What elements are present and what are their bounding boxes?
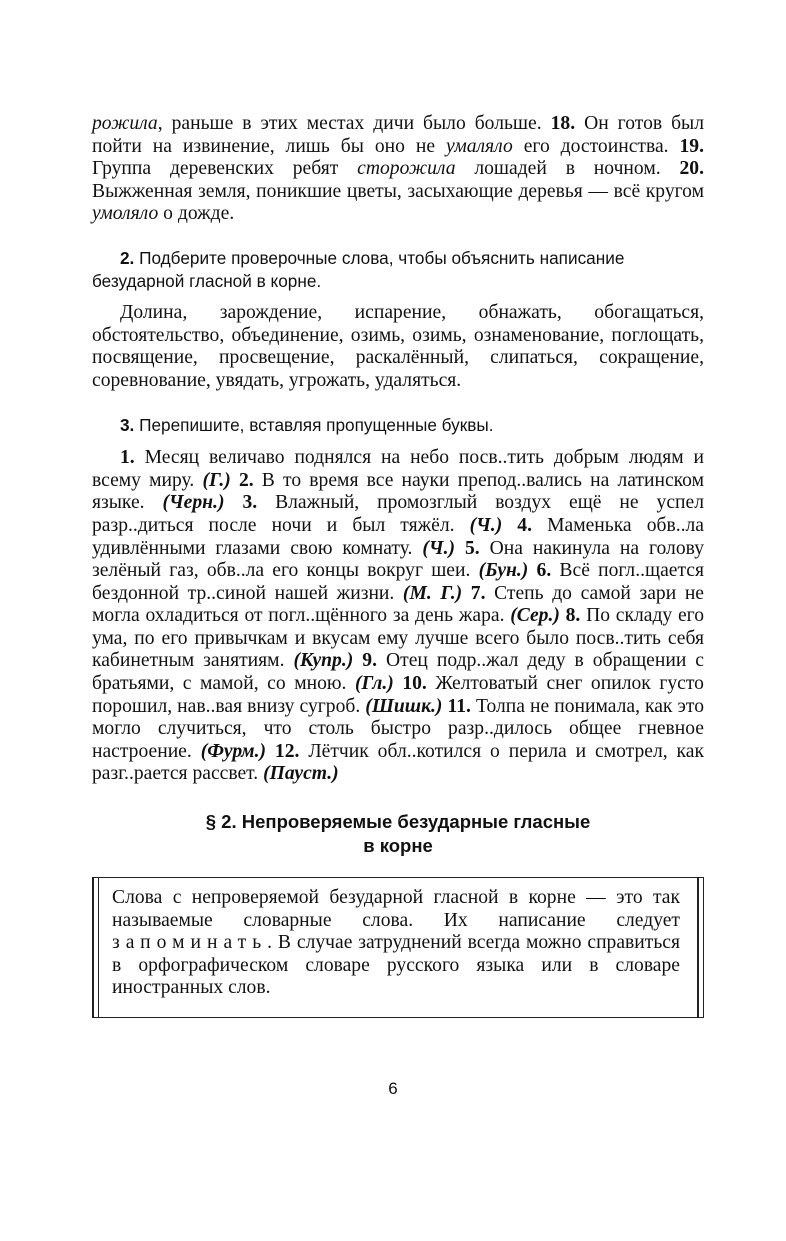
- task-2-word-list: Долина, зарождение, испарение, обнажать, обогащаться, обстоятельство, объединение, озимь, озимь, ознаменование, поглощать, посвящение, просвещение, раскалённый, слипаться, сокращение, соревнование, увядать, угрожать, удаляться.: [92, 302, 704, 391]
- author-source: (Шишк.): [365, 695, 443, 717]
- task-number: 3.: [120, 414, 135, 435]
- highlighted-word: умаляло: [446, 135, 513, 157]
- item-number: 19.: [679, 135, 704, 157]
- item-number: 9.: [362, 650, 377, 672]
- item-number: 12.: [274, 740, 300, 762]
- item-number: 2.: [238, 469, 254, 491]
- author-source: (М. Г.): [402, 582, 463, 604]
- highlighted-word: сторожила: [357, 158, 456, 180]
- author-source: (Черн.): [162, 492, 225, 514]
- page-content: [92, 113, 704, 1018]
- item-number: 11.: [447, 695, 471, 717]
- continuation-paragraph: рожила, раньше в этих местах дичи было больше. 18. Он готов был пойти на извинение, лишь бы оно не умаляло его достоинства. 19. Группа деревенских ребят сторожила лошадей в ночном. 20. Выжженная земля, поникшие цветы, засыхающие деревья — всё кругом умоляло о дожде.: [92, 113, 704, 225]
- author-source: (Ч.): [469, 514, 503, 536]
- item-number: 7.: [470, 582, 486, 604]
- task-number: 2.: [120, 247, 135, 268]
- author-source: (Бун.): [478, 560, 529, 582]
- item-number: 3.: [242, 492, 258, 514]
- section-heading-line-2: в корне: [363, 835, 433, 857]
- item-number: 5.: [464, 537, 480, 559]
- highlighted-word: умоляло: [92, 203, 159, 225]
- rule-box: [92, 877, 704, 1018]
- item-number: 1.: [120, 447, 135, 469]
- item-number: 4.: [517, 514, 532, 536]
- item-number: 18.: [550, 113, 576, 134]
- author-source: (Фурм.): [200, 740, 266, 762]
- page-number: 6: [388, 1079, 398, 1098]
- author-source: (Гл.): [354, 673, 394, 695]
- author-source: (Пауст.): [263, 763, 339, 785]
- author-source: (Сер.): [510, 605, 560, 627]
- spaced-emphasis: запоминать: [112, 932, 268, 954]
- rule-text: Слова с непроверяемой безударной гласной в корне — это так называемые словарные слова. Их написание следует запоминать. В случае затруднений всегда можно справиться в орфографическом словаре русского языка или в словаре иностранных слов.: [112, 887, 680, 999]
- author-source: (Ч.): [422, 537, 455, 559]
- author-source: (Г.): [202, 469, 231, 491]
- item-number: 6.: [536, 560, 552, 582]
- task-3-exercise-text: 1. Месяц величаво поднялся на небо посв..тить добрым людям и всему миру. (Г.) 2. В то время все науки препод..вались на латинском языке. (Черн.) 3. Влажный, промозглый воздух ещё не успел разр..диться после ночи и был тяжёл. (Ч.) 4. Маменька обв..ла удивлёнными глазами свою комнату. (Ч.) 5. Она накинула на голову зелёный газ, обв..ла его концы вокруг шеи. (Бун.) 6. Всё погл..щается бездонной тр..синой нашей жизни. (М. Г.) 7. Степь до самой зари не могла охладиться от погл..щённого за день жара. (Сер.) 8. По складу его ума, по его привычкам и вкусам ему лучше всего было посв..тить себя кабинетным занятиям. (Купр.) 9. Отец подр..жал деду в обращении с братьями, с мамой, со мною. (Гл.) 10. Желтоватый снег опилок густо порошил, нав..вая внизу сугроб. (Шишк.) 11. Толпа не понимала, как это могло случиться, что столь быстро разр..дилось общее гневное настроение. (Фурм.) 12. Лётчик обл..котился о перила и смотрел, как разг..рается рассвет. (Пауст.): [92, 447, 705, 785]
- item-number: 8.: [565, 605, 581, 627]
- item-number: 20.: [679, 158, 704, 180]
- section-heading-line-1: § 2. Непроверяемые безударные гласные: [205, 811, 591, 833]
- author-source: (Купр.): [293, 650, 354, 672]
- highlighted-word: рожила: [92, 113, 158, 134]
- task-3-instruction: 3. Перепишите, вставляя пропущенные буквы.: [120, 414, 494, 435]
- item-number: 10.: [402, 673, 427, 695]
- task-2-instruction: 2. Подберите проверочные слова, чтобы объяснить написание безударной гласной в корне.: [92, 247, 625, 291]
- section-heading: [92, 810, 704, 858]
